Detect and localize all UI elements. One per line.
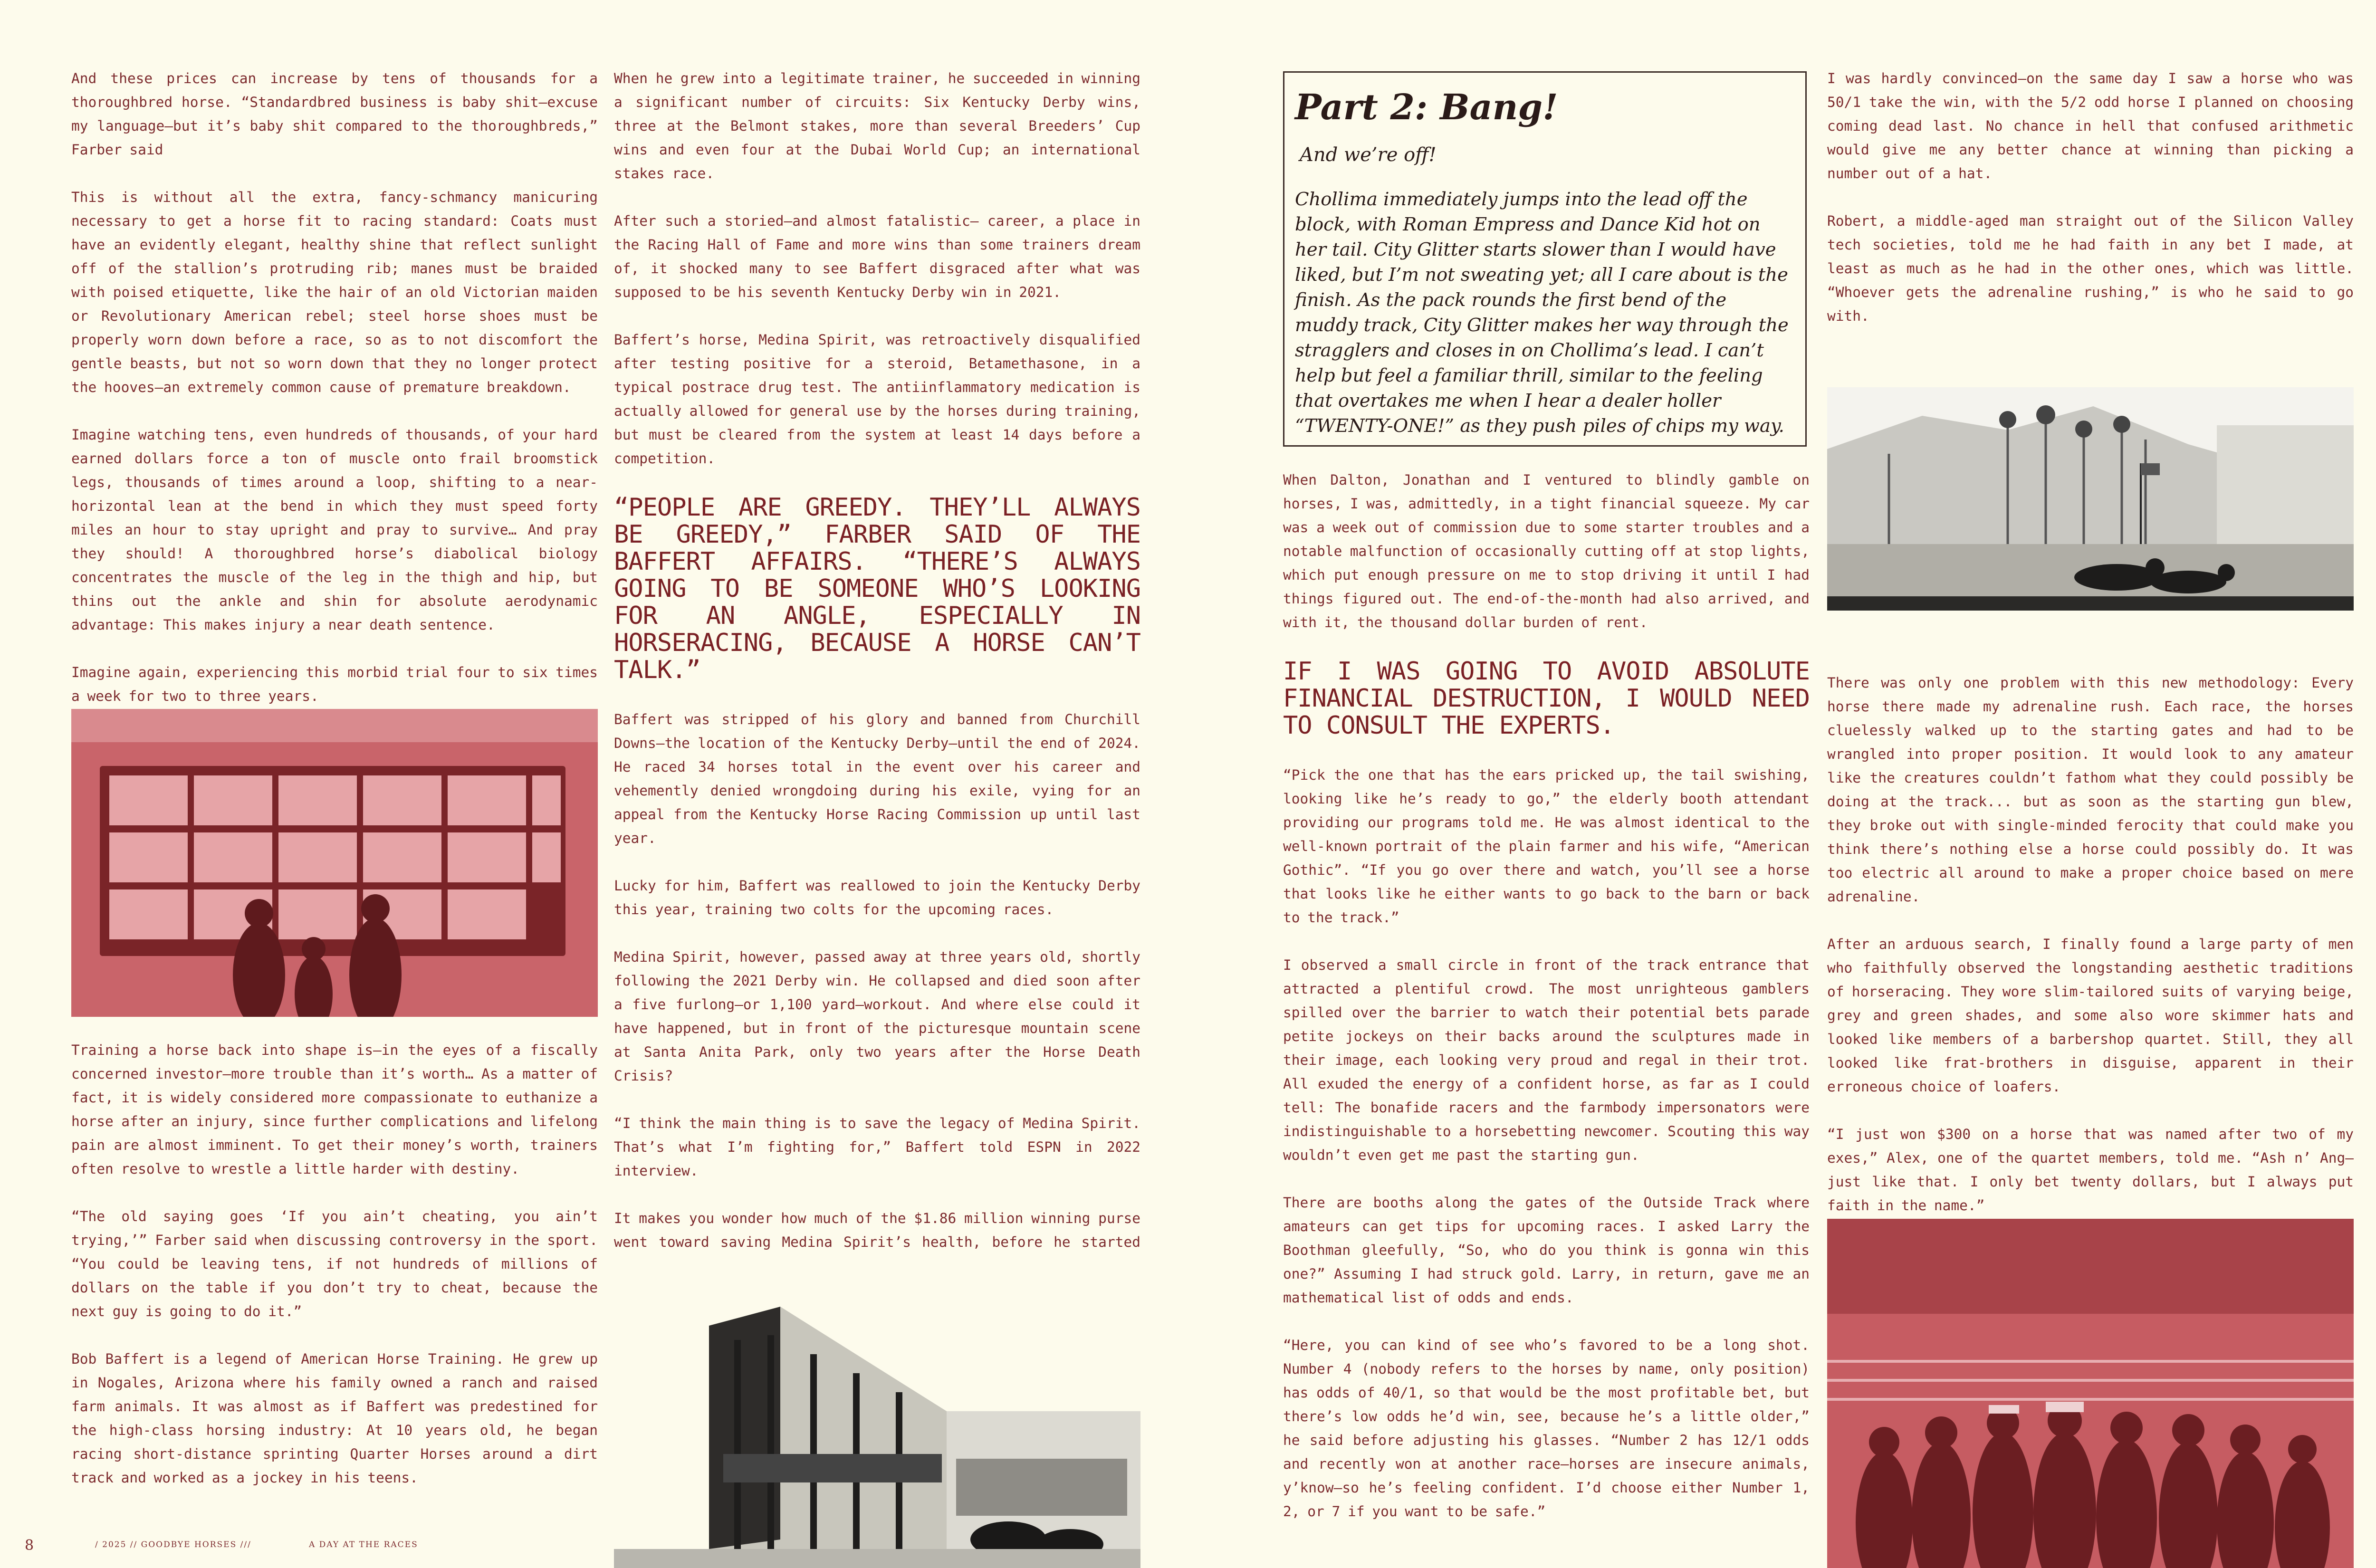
article-paragraph: “The old saying goes ‘If you ain’t cheating, you ain’t trying,’” Farber said when discussing controversy in the sport. “You could be leaving tens, if not hundreds of millions of dollars on the table if you don’t try to cheat, because the next guy is going to do it.” (71, 1208, 598, 1319)
column-4-top-text (1827, 67, 2354, 328)
article-paragraph: Imagine again, experiencing this morbid trial four to six times a week for two to three years. (71, 664, 598, 704)
article-paragraph: There are booths along the gates of the Outside Track where amateurs can get tips for upcoming races. I asked Larry the Boothman gleefully, “So, who do you think is gonna win this one?” Assuming I had struck gold. Larry, in return, gave me an mathematical list of odds and ends. (1283, 1195, 1810, 1306)
article-paragraph: After such a storied—and almost fatalistic— career, a place in the Racing Hall of Fame and more wins than some trainers dream of, it shocked many to see Baffert disgraced after what was supposed to be his seventh Kentucky Derby win in 2021. (614, 213, 1140, 300)
quartet-group-photo (1827, 1219, 2354, 1568)
race-narration: Chollima immediately jumps into the lead off the block, with Roman Empress and Dance Kid hot on her tail. City Glitter starts slower than I would have liked, but I’m not sweating yet; all I care about is the finish. As the pack rounds the first bend of the muddy track, City Glitter makes her way through the stragglers and closes in on Chollima’s lead. I can’t help but feel a familiar thrill, similar to the feeling that overtakes me when I hear a dealer holler “TWENTY-ONE!” as they push piles of chips my way. (1295, 189, 1789, 437)
article-paragraph: It makes you wonder how much of the $1.86 million winning purse went toward saving Medina Spirit’s health, before he started (614, 1210, 1140, 1250)
footer-section: A DAY AT THE RACES (309, 1540, 418, 1549)
article-paragraph: When Dalton, Jonathan and I ventured to blindly gamble on horses, I was, admittedly, in a tight financial squeeze. My car was a week out of commission due to some starter troubles and a notable malfunction of occasionally cutting off at stop lights, which put enough pressure on me to stop driving it until I had things figured out. The end-of-the-month had also arrived, and with it, the thousand dollar burden of rent. (1283, 472, 1810, 631)
article-paragraph: “Pick the one that has the ears pricked up, the tail swishing, looking like he’s ready to go,” the elderly booth attendant providing our programs told me. He was almost identical to the well-known portrait of the plain farmer and his wife, “American Gothic”. “If you go over there and watch, you’ll see a horse that looks like he either wants to go back to the barn or back to the track.” (1283, 767, 1810, 926)
part-2-sidebar (1283, 71, 1807, 447)
race-finish-photo (1827, 387, 2354, 651)
pull-quote-experts: IF I WAS GOING TO AVOID ABSOLUTE FINANCIAL DESTRUCTION, I WOULD NEED TO CONSULT THE EXPERTS. (1283, 657, 1810, 740)
article-paragraph: Imagine watching tens, even hundreds of thousands, of your hard earned dollars force a ton of muscle onto frail broomstick legs, thousands of times around a loop, shifting to a near-horizontal lean at the bend in which they must speed forty miles an hour to stay upright and pray to survive… And pray they should! A thoroughbred horse’s diabolical biology concentrates the muscle of the leg in the thigh and hip, but thins out the ankle and shin for absolute aerodynamic advantage: This makes injury a near death sentence. (71, 427, 598, 633)
column-2-top-text (614, 67, 1140, 470)
pull-quote-baffert: “PEOPLE ARE GREEDY. THEY’LL ALWAYS BE GREEDY,” FARBER SAID OF THE BAFFERT AFFAIRS. “THERE’S ALWAYS GOING TO BE SOMEONE WHO’S LOOKING FOR AN ANGLE, ESPECIALLY IN HORSERACING, BECAUSE A HORSE CAN’T TALK.” (614, 493, 1140, 684)
right-column-3 (1283, 468, 1810, 1547)
article-paragraph: “I just won $300 on a horse that was named after two of my exes,” Alex, one of the quartet members, told me. “Ash n’ Ang—just like that. I only bet twenty dollars, but I always put faith in the name.” (1827, 1126, 2354, 1214)
article-paragraph: There was only one problem with this new methodology: Every horse there made my adrenaline rush. Each race, the horses cluelessly walked up to the starting gates and had to be wrangled into proper position. It would look to any amateur like the creatures couldn’t fathom what they could possibly be doing at the track... but as soon as the starting gun blew, they broke out with single-minded ferocity that could make you think there’s nothing else a horse could possibly do. It was too electric all around to make a proper choice based on mere adrenaline. (1827, 675, 2354, 905)
article-paragraph: Baffert was stripped of his glory and banned from Churchill Downs—the location of the Kentucky Derby—until the end of 2024. He raced 34 horses total in the event over his career and vehemently denied wrongdoing during his exile, vying for an appeal from the Kentucky Horse Racing Commission up until last year. (614, 711, 1140, 846)
left-column-1 (71, 67, 598, 732)
column-1-bottom-text (71, 1038, 598, 1490)
part-2-subheading: And we’re off! (1300, 144, 1437, 166)
article-paragraph: Lucky for him, Baffert was reallowed to join the Kentucky Derby this year, training two colts for the upcoming races. (614, 878, 1140, 918)
footer-issue: / 2025 // GOODBYE HORSES /// (95, 1540, 251, 1549)
column-4-bottom-text (1827, 671, 2354, 1217)
left-column-2 (614, 67, 1140, 1328)
part-2-heading: Part 2: Bang! (1295, 87, 1558, 128)
article-paragraph: Medina Spirit, however, passed away at three years old, shortly following the 2021 Derby win. He collapsed and died soon after a five furlong—or 1,100 yard—workout. And where else could it have happened, but in front of the picturesque mountain scene at Santa Anita Park, only two years after the Horse Death Crisis? (614, 949, 1140, 1084)
starting-gate-photo (614, 1254, 1140, 1568)
column-3-bottom-text (1283, 763, 1810, 1523)
article-paragraph: Bob Baffert is a legend of American Horse Training. He grew up in Nogales, Arizona where his family owned a ranch and raised farm animals. It was almost as if Baffert was predestined for the high-class horsing industry: At 10 years old, he began racing short-distance sprinting Quarter Horses around a dirt track and worked as a jockey in his teens. (71, 1351, 598, 1486)
column-2-bottom-text (614, 708, 1140, 1278)
column-1-top-text (71, 67, 598, 708)
article-paragraph: And these prices can increase by tens of thousands for a thoroughbred horse. “Standardbred business is baby shit—excuse my language—but it’s baby shit compared to the thoroughbreds,” Farber said (71, 70, 598, 158)
article-paragraph: “I think the main thing is to save the legacy of Medina Spirit. That’s what I’m fighting for,” Baffert told ESPN in 2022 interview. (614, 1115, 1140, 1179)
starting-gate-illustration (614, 1254, 1140, 1568)
article-paragraph: This is without all the extra, fancy-schmancy manicuring necessary to get a horse fit to racing standard: Coats must have an evidently elegant, healthy shine that reflect sunlight off of the stallion’s protruding rib; manes must be braided with poised etiquette, like the hair of an old Victorian maiden or Revolutionary American rebel; steel horse shoes must be properly worn down before a race, so as to not discomfort the gentle beasts, but not so worn down that they no longer protect the hooves—an extremely common cause of premature breakdown. (71, 189, 598, 395)
quartet-group-illustration (1827, 1219, 2354, 1568)
article-paragraph: I observed a small circle in front of the track entrance that attracted a plentiful crowd. The most unrighteous gamblers spilled over the barrier to watch their potential bets parade petite jockeys on their backs around the sculptures made in their image, each looking very proud and regal in their trot. All exuded the energy of a confident horse, as far as I could tell: The bonafide racers and the farmbody impersonators were indistinguishable to a horsebetting newcomer. Scouting this way wouldn’t even get me past the starting gun. (1283, 957, 1810, 1163)
left-page-number: 8 (25, 1537, 34, 1554)
betting-screens-photo (71, 709, 598, 1017)
left-column-1-lower (71, 1038, 598, 1513)
article-paragraph: “Here, you can kind of see who’s favored to be a long shot. Number 4 (nobody refers to the horses by name, only position) has odds of 40/1, so that would be the most profitable bet, but there’s low odds he’d win, see, because he’s a little older,” he said before adjusting his glasses. “Number 2 has 12/1 odds and recently won at another race—horses are insecure animals, y’know—so he’s feeling confident. I’d choose either Number 1, 2, or 7 if you want to be safe.” (1283, 1337, 1810, 1520)
article-paragraph: Baffert’s horse, Medina Spirit, was retroactively disqualified after testing positive for a steroid, Betamethasone, in a typical postrace drug test. The antiinflammatory medication is actually allowed for general use by the horses during training, but must be cleared from the system at least 14 days before a competition. (614, 332, 1140, 467)
betting-screens-illustration (71, 709, 598, 1017)
article-paragraph: After an arduous search, I finally found a large party of men who faithfully observed the longstanding aesthetic traditions of horseracing. They wore slim-tailored suits of varying beige, grey and green shades, and some also wore skimmer hats and looked like members of a barbershop quartet. Still, they all looked like frat-brothers in disguise, apparent in their erroneous choice of loafers. (1827, 936, 2354, 1095)
right-column-4-lower (1827, 671, 2354, 1241)
article-paragraph: When he grew into a legitimate trainer, he succeeded in winning a significant number of circuits: Six Kentucky Derby wins, three at the Belmont stakes, more than several Breeders’ Cup wins and even four at the Dubai World Cup; an international stakes race. (614, 70, 1140, 182)
article-paragraph: Robert, a middle-aged man straight out of the Silicon Valley tech societies, told me he had faith in any bet I made, at least as much as he had in the other ones, which was little. “Whoever gets the adrenaline rushing,” is who he said to go with. (1827, 213, 2354, 324)
article-paragraph: I was hardly convinced—on the same day I saw a horse who was 50/1 take the win, with the 5/2 odd horse I planned on choosing coming dead last. No chance in hell that confused arithmetic would give me any better chance at winning than picking a number out of a hat. (1827, 70, 2354, 182)
article-paragraph: Training a horse back into shape is—in the eyes of a fiscally concerned investor—more trouble than it’s worth… As a matter of fact, it is widely considered more compassionate to euthanize a horse after an injury, since further complications and lifelong pain are almost imminent. To get their money’s worth, trainers often resolve to wrestle a little harder with destiny. (71, 1042, 598, 1177)
column-3-top-text (1283, 468, 1810, 634)
right-column-4 (1827, 67, 2354, 352)
race-finish-illustration (1827, 387, 2354, 651)
